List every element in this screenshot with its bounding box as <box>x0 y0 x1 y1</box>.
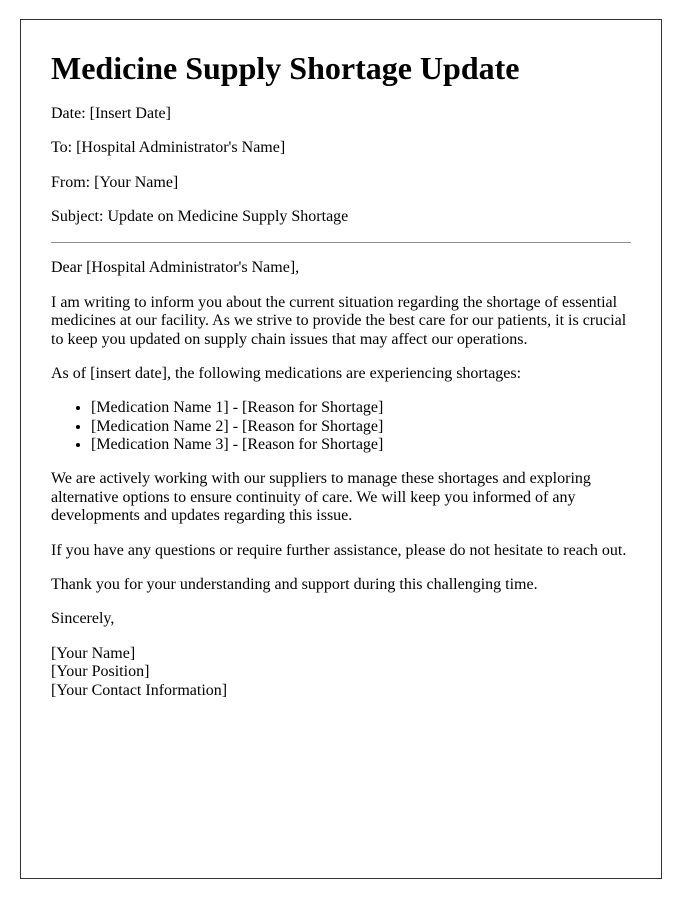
to-line: To: [Hospital Administrator's Name] <box>51 139 286 157</box>
signature-contact: [Your Contact Information] <box>51 681 228 699</box>
letter-title: Medicine Supply Shortage Update <box>51 50 520 86</box>
letter-container <box>20 19 662 879</box>
salutation: Dear [Hospital Administrator's Name], <box>51 259 300 277</box>
questions-paragraph: If you have any questions or require further assistance, please do not hesitate to reach out. <box>51 541 627 559</box>
closing: Sincerely, <box>51 610 115 628</box>
date-line: Date: [Insert Date] <box>51 104 171 122</box>
shortage-list-item: • [Medication Name 1] - [Reason for Shortage] <box>91 399 631 417</box>
list-intro-paragraph: As of [insert date], the following medications are experiencing shortages: <box>51 364 522 382</box>
actions-paragraph: We are actively working with our suppliers to manage these shortages and exploring alternative options to ensure continuity of care. We will keep you informed of any developments and updates regarding this issue. <box>51 470 591 525</box>
signature-name: [Your Name] <box>51 644 136 662</box>
from-line: From: [Your Name] <box>51 173 179 191</box>
shortage-list <box>51 399 631 454</box>
header-divider <box>51 242 631 243</box>
shortage-list-item: • [Medication Name 3] - [Reason for Shortage] <box>91 436 631 454</box>
signature-position: [Your Position] <box>51 663 150 681</box>
subject-line: Subject: Update on Medicine Supply Shortage <box>51 207 349 225</box>
thanks-paragraph: Thank you for your understanding and support during this challenging time. <box>51 576 538 594</box>
shortage-list-item: • [Medication Name 2] - [Reason for Shortage] <box>91 418 631 436</box>
signature-block <box>51 645 631 700</box>
intro-paragraph: I am writing to inform you about the current situation regarding the shortage of essential medicines at our facility. As we strive to provide the best care for our patients, it is crucial to keep you updated on supply chain issues that may affect our operations. <box>51 293 627 348</box>
